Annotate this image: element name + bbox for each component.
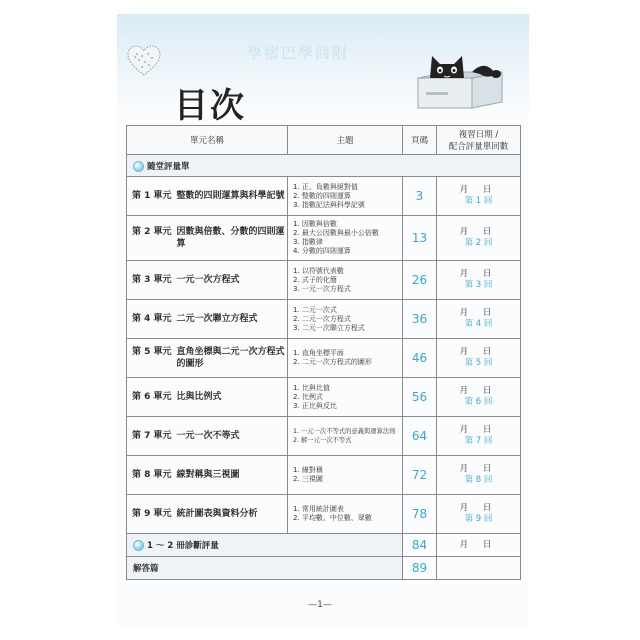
topic-item: 2. 整數的四則運算 bbox=[293, 191, 351, 200]
header-page: 頁碼 bbox=[403, 126, 437, 155]
topics-cell bbox=[288, 300, 403, 339]
topic-item: 1. 二元一次式 bbox=[293, 305, 337, 314]
unit-number: 第 3 單元 bbox=[132, 275, 172, 285]
unit-number: 第 1 單元 bbox=[132, 191, 172, 201]
unit-name: 一元一次方程式 bbox=[176, 275, 240, 285]
table-row bbox=[127, 534, 521, 557]
review-date: 月 日 bbox=[459, 185, 498, 195]
table-row bbox=[127, 177, 521, 216]
table-row bbox=[127, 339, 521, 378]
review-cell bbox=[437, 417, 521, 456]
review-date: 月 日 bbox=[459, 308, 498, 318]
topics-cell bbox=[288, 495, 403, 534]
table-row bbox=[127, 216, 521, 261]
topic-item: 1. 以符號代表數 bbox=[293, 266, 344, 275]
topic-item: 1. 常用統計圖表 bbox=[293, 505, 344, 513]
topics-cell bbox=[288, 261, 403, 300]
topic-item: 3. 一元一次方程式 bbox=[293, 284, 351, 293]
page-footer: —1— bbox=[308, 600, 332, 610]
review-cell bbox=[437, 495, 521, 534]
page-number: 36 bbox=[403, 300, 437, 339]
unit-name: 比與比例式 bbox=[176, 392, 222, 402]
review-date: 月 日 bbox=[459, 347, 498, 357]
review-round: 第 5 回 bbox=[464, 358, 493, 368]
review-round: 第 2 回 bbox=[464, 238, 493, 248]
unit-number: 第 5 單元 bbox=[132, 347, 172, 357]
page-number: 72 bbox=[403, 456, 437, 495]
unit-cell bbox=[127, 456, 288, 495]
unit-name: 線對稱與三視圖 bbox=[176, 470, 240, 480]
topics-cell bbox=[288, 339, 403, 378]
heart-icon bbox=[126, 44, 162, 78]
cat-in-box-icon bbox=[410, 42, 510, 112]
table-of-contents bbox=[126, 125, 521, 580]
review-cell bbox=[437, 177, 521, 216]
answers-cell: 解答篇 bbox=[127, 557, 403, 580]
topic-item: 2. 三視圖 bbox=[293, 475, 323, 483]
review-cell bbox=[437, 339, 521, 378]
unit-cell bbox=[127, 417, 288, 456]
unit-cell bbox=[127, 216, 288, 261]
page-number: 46 bbox=[403, 339, 437, 378]
topic-item: 1. 比與比值 bbox=[293, 383, 330, 392]
page-number: 78 bbox=[403, 495, 437, 534]
page-number: 26 bbox=[403, 261, 437, 300]
review-date: 月 日 bbox=[459, 425, 498, 435]
unit-cell bbox=[127, 495, 288, 534]
review-round: 第 4 回 bbox=[464, 319, 493, 329]
unit-name: 二元一次聯立方程式 bbox=[176, 314, 258, 324]
unit-number: 第 7 單元 bbox=[132, 431, 172, 441]
unit-number: 第 4 單元 bbox=[132, 314, 172, 324]
review-cell bbox=[437, 300, 521, 339]
review-date: 月 日 bbox=[459, 227, 498, 237]
page-number: 3 bbox=[403, 177, 437, 216]
unit-cell bbox=[127, 378, 288, 417]
table-header-row bbox=[127, 126, 521, 155]
topic-item: 1. 正、負數與絕對值 bbox=[293, 182, 358, 191]
table-row bbox=[127, 378, 521, 417]
unit-number: 第 9 單元 bbox=[132, 509, 172, 519]
review-date: 月 日 bbox=[459, 539, 498, 550]
topic-item: 2. 式子的化簡 bbox=[293, 275, 337, 284]
review-round: 第 9 回 bbox=[464, 514, 493, 524]
table-row bbox=[127, 456, 521, 495]
topic-item: 1. 線對稱 bbox=[293, 466, 323, 474]
review-date: 月 日 bbox=[459, 386, 498, 396]
review-cell bbox=[437, 261, 521, 300]
unit-number: 第 6 單元 bbox=[132, 392, 172, 402]
unit-number: 第 2 單元 bbox=[132, 227, 172, 237]
topics-cell bbox=[288, 417, 403, 456]
unit-name: 統計圖表與資料分析 bbox=[176, 509, 258, 519]
review-round: 第 7 回 bbox=[464, 436, 493, 446]
unit-cell bbox=[127, 300, 288, 339]
header-review-line2: 配合評量單回數 bbox=[448, 142, 509, 152]
table-row bbox=[127, 495, 521, 534]
unit-name: 整數的四則運算與科學記號 bbox=[176, 191, 285, 201]
section-cell bbox=[127, 534, 403, 557]
review-date: 月 日 bbox=[459, 269, 498, 279]
header-review-line1: 複習日期 / bbox=[458, 130, 499, 140]
section-row bbox=[127, 155, 521, 177]
topic-item: 4. 分數的四則運算 bbox=[293, 247, 351, 255]
topic-item: 3. 二元一次聯立方程式 bbox=[293, 323, 365, 332]
section-cell bbox=[127, 155, 521, 177]
unit-name: 一元一次不等式 bbox=[176, 431, 240, 441]
bubble-bullet-icon bbox=[133, 540, 144, 551]
topic-item: 1. 因數與倍數 bbox=[293, 220, 337, 228]
unit-number: 第 8 單元 bbox=[132, 470, 172, 480]
review-cell bbox=[437, 456, 521, 495]
topics-cell bbox=[288, 216, 403, 261]
unit-cell bbox=[127, 177, 288, 216]
review-date: 月 日 bbox=[459, 464, 498, 474]
review-round: 第 3 回 bbox=[464, 280, 493, 290]
header-unit-name: 單元名稱 bbox=[127, 126, 288, 155]
table-row bbox=[127, 300, 521, 339]
unit-name: 直角坐標與二元一次方程式的圖形 bbox=[176, 347, 285, 369]
topic-item: 2. 比例式 bbox=[293, 392, 323, 401]
unit-cell bbox=[127, 339, 288, 378]
header-review bbox=[437, 126, 521, 155]
empty-cell bbox=[437, 557, 521, 580]
unit-name: 因數與倍數、分數的四則運算 bbox=[176, 227, 285, 249]
unit-cell bbox=[127, 261, 288, 300]
topic-item: 2. 二元一次方程式的圖形 bbox=[293, 358, 372, 366]
table-row bbox=[127, 261, 521, 300]
topic-item: 3. 指數律 bbox=[293, 238, 323, 246]
review-date: 月 日 bbox=[459, 503, 498, 513]
topic-item: 2. 解一元一次不等式 bbox=[293, 437, 352, 444]
section-label: 隨堂評量單 bbox=[147, 161, 190, 172]
page-number: 64 bbox=[403, 417, 437, 456]
topic-item: 3. 指數記法與科學記號 bbox=[293, 200, 365, 209]
page-number: 56 bbox=[403, 378, 437, 417]
topic-item: 1. 一元一次不等式的意義與運算法則 bbox=[293, 428, 396, 435]
table-row bbox=[127, 557, 521, 580]
topic-item: 3. 正比與反比 bbox=[293, 401, 337, 410]
topic-item: 2. 平均數、中位數、眾數 bbox=[293, 514, 372, 522]
bubble-bullet-icon bbox=[133, 161, 144, 172]
topic-item: 1. 直角坐標平面 bbox=[293, 349, 344, 357]
page-title: 目次 bbox=[174, 86, 246, 126]
review-cell bbox=[437, 534, 521, 557]
review-round: 第 6 回 bbox=[464, 397, 493, 407]
review-cell bbox=[437, 378, 521, 417]
review-cell bbox=[437, 216, 521, 261]
background-title: 學摺巴學回附 bbox=[247, 44, 350, 62]
topics-cell bbox=[288, 456, 403, 495]
topics-cell bbox=[288, 378, 403, 417]
header-topic: 主題 bbox=[288, 126, 403, 155]
review-round: 第 1 回 bbox=[464, 196, 493, 206]
table-row bbox=[127, 417, 521, 456]
page-number: 84 bbox=[403, 534, 437, 557]
topic-item: 2. 二元一次方程式 bbox=[293, 314, 351, 323]
review-round: 第 8 回 bbox=[464, 475, 493, 485]
topics-cell bbox=[288, 177, 403, 216]
topic-item: 2. 最大公因數與最小公倍數 bbox=[293, 229, 379, 237]
section-label: 1 ～ 2 冊診斷評量 bbox=[147, 541, 219, 551]
page-number: 13 bbox=[403, 216, 437, 261]
page-number: 89 bbox=[403, 557, 437, 580]
